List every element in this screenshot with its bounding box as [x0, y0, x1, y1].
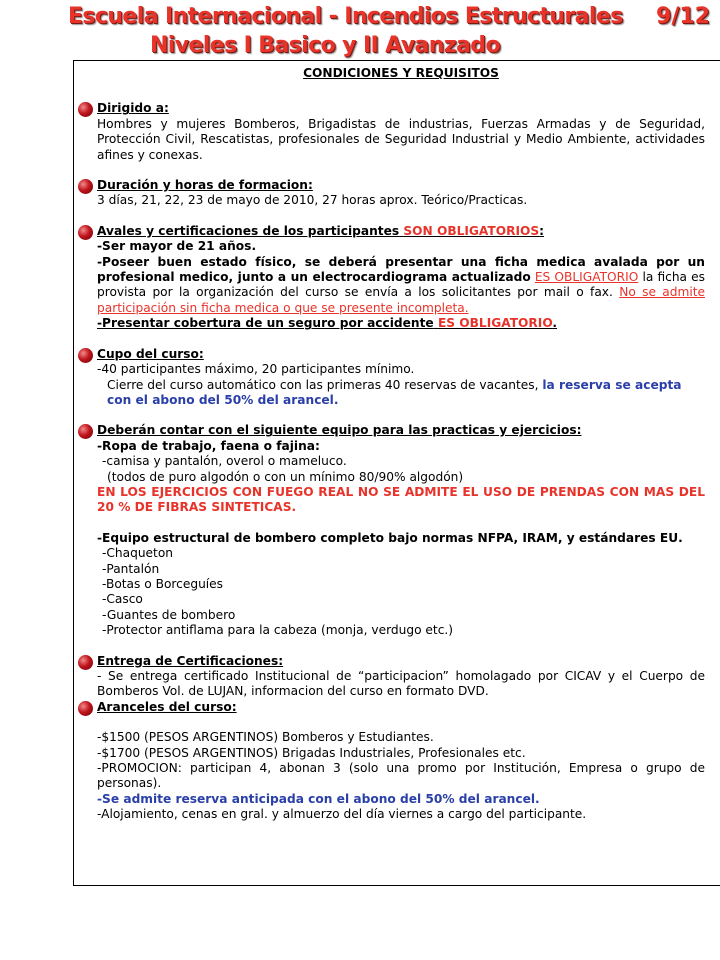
page-number: 9/12 — [656, 4, 710, 29]
section-title: Entrega de Certificaciones: — [97, 653, 284, 668]
arancel-line: -$1700 (PESOS ARGENTINOS) Brigadas Industriales, Profesionales etc. — [97, 745, 526, 760]
section-heading: CONDICIONES Y REQUISITOS — [303, 66, 499, 80]
equipo-item: -Casco — [102, 592, 143, 607]
requirement-age: -Ser mayor de 21 años. — [97, 239, 257, 254]
arancel-reserva: -Se admite reserva anticipada con el abono del 50% del arancel. — [97, 791, 540, 806]
red-bullet-icon — [78, 348, 93, 363]
red-bullet-icon — [78, 655, 93, 670]
section-duracion — [97, 178, 705, 209]
section-cupo — [97, 347, 705, 409]
equipo-item: -Protector antiflama para la cabeza (monja, verdugo etc.) — [102, 623, 454, 638]
equipo-estructural: -Equipo estructural de bombero completo bajo normas NFPA, IRAM, y estándares EU. — [97, 530, 683, 545]
arancel-alojamiento: -Alojamiento, cenas en gral. y almuerzo del día viernes a cargo del participante. — [97, 807, 587, 822]
section-text: Hombres y mujeres Bomberos, Brigadistas de industrias, Fuerzas Armadas y de Seguridad, Protección Civil, Rescatistas, profesionales de Seguridad Industrial y Medio Ambiente, actividades afines y conexas. — [97, 116, 705, 162]
section-entrega — [97, 654, 705, 700]
cupo-limits: -40 participantes máximo, 20 participantes mínimo. — [97, 362, 415, 377]
red-bullet-icon — [78, 701, 93, 716]
section-title: Aranceles del curso: — [97, 699, 237, 714]
section-dirigido — [97, 101, 705, 163]
section-title: Avales y certificaciones de los participantes SON OBLIGATORIOS: — [97, 223, 545, 238]
section-text: 3 días, 21, 22, 23 de mayo de 2010, 27 horas aprox. Teórico/Practicas. — [97, 193, 528, 208]
requirement-insurance: -Presentar cobertura de un seguro por accidente ES OBLIGATORIO. — [97, 316, 558, 331]
document-body — [97, 66, 705, 823]
section-title: Cupo del curso: — [97, 346, 204, 361]
section-avales — [97, 224, 705, 332]
header-subtitle: Niveles I Basico y II Avanzado — [150, 33, 500, 58]
equipo-ropa-item: -camisa y pantalón, overol o mameluco. — [102, 454, 347, 469]
arancel-promo: -PROMOCION: participan 4, abonan 3 (solo una promo por Institución, Empresa o grupo de personas). — [97, 761, 705, 791]
section-aranceles — [97, 700, 705, 823]
cupo-closing: Cierre del curso automático con las primeras 40 reservas de vacantes, la reserva se acepta con el abono del 50% del arancel. — [107, 377, 682, 407]
equipo-ropa-note: (todos de puro algodón o con un mínimo 80/90% algodón) — [107, 469, 464, 484]
equipo-warning: EN LOS EJERCICIOS CON FUEGO REAL NO SE ADMITE EL USO DE PRENDAS CON MAS DEL 20 % DE FIBRAS SINTETICAS. — [97, 484, 705, 515]
section-equipo — [97, 423, 705, 638]
section-title: Duración y horas de formacion: — [97, 178, 313, 193]
section-title: Dirigido a: — [97, 101, 169, 116]
section-title: Deberán contar con el siguiente equipo para las practicas y ejercicios: — [97, 423, 582, 438]
equipo-item: -Guantes de bombero — [102, 607, 236, 622]
red-bullet-icon — [78, 179, 93, 194]
equipo-item: -Chaqueton — [102, 546, 174, 561]
equipo-item: -Botas o Borceguíes — [102, 576, 224, 591]
arancel-line: -$1500 (PESOS ARGENTINOS) Bomberos y Estudiantes. — [97, 730, 434, 745]
red-bullet-icon — [78, 225, 93, 240]
equipo-item: -Pantalón — [102, 561, 160, 576]
equipo-ropa: -Ropa de trabajo, faena o fajina: — [97, 438, 320, 453]
header-title: Escuela Internacional - Incendios Estructurales — [68, 4, 623, 29]
requirement-medical: -Poseer buen estado físico, se deberá presentar una ficha medica avalada por un profesional medico, junto a un electrocardiograma actualizado ES OBLIGATORIO la ficha es provista por la organización del curso se envía a los solicitantes por mail o fax. No se admite participación sin ficha medica o que se presente incompleta. — [97, 254, 706, 315]
section-text: - Se entrega certificado Institucional de “participacion” homolagado por CICAV y el Cuerpo de Bomberos Vol. de LUJAN, informacion del curso en formato DVD. — [97, 669, 705, 699]
